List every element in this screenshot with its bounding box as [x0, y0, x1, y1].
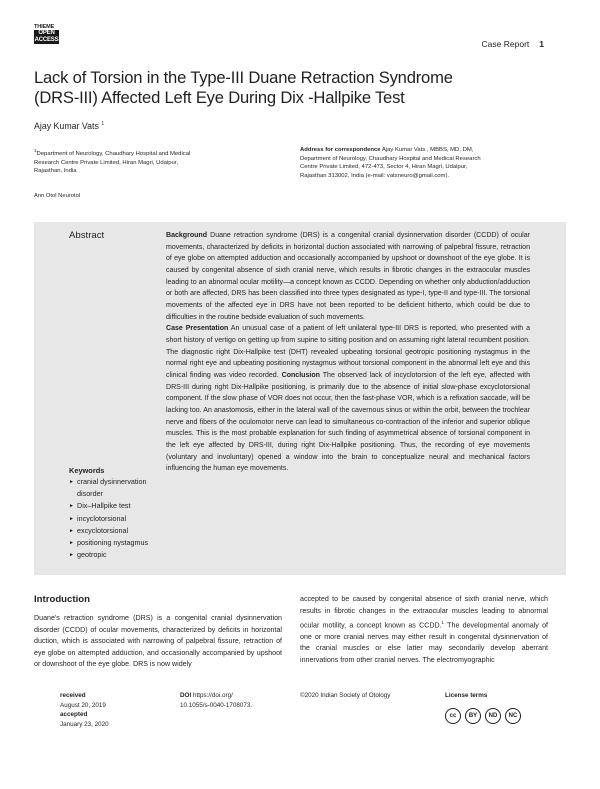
received-date: August 20, 2019 [60, 701, 106, 709]
title-line-1: Lack of Torsion in the Type-III Duane Retraction Syndrome [34, 68, 453, 87]
address-line-4: Rajasthan 313002, India (e-mail: vatsneuro@gmail.com). [300, 172, 450, 179]
footer-dates [60, 691, 109, 729]
background-text: Duane retraction syndrome (DRS) is a congenital cranial dysinnervation disorder (CCDD) of ocular movements, characterized by deficits in horizontal duction associated with narrowing of palpebral fissure, retraction of eye globe on attempted adduction and occasionally accompanied by upshoot or downshoot of the eye globe. It is caused by congenital absence of sixth cranial nerve, which results in fibrotic changes in the extraocular muscles leading to an abnormal ocular motility—a concept known as CCDD. Depending on whether only abduction/adduction or both are affected, DRS has been classified into three types designated as type-I, type-II and type-III. The torsional movements of the affected eye in DRS have not been reported to be deficient hitherto, which could be due to difficulties in the routine bedside evaluation of such movements. [166, 232, 530, 321]
article-title [34, 68, 564, 108]
abstract-heading: Abstract [69, 230, 105, 241]
cc-nd-icon: ND [485, 708, 501, 724]
footer-license [445, 691, 487, 701]
conclusion-label: Conclusion [281, 372, 320, 380]
intro-right-text-b: The developmental anomaly of one or more cranial nerves may either result in congenital dysinnervation of the cranial muscles or else latter may secondarily develop aberrant innervations from other cranial nerves. The electromyographic [300, 621, 548, 664]
introduction-left-column: Duane's retraction syndrome (DRS) is a congenital cranial dysinnervation disorder (CCDD) of ocular movements, characterized by deficits in horizontal duction, which is associated with narrowing of palpebral fissure, retraction of eye globe on attempted adduction, and occasionally accompanied by upshoot or downshoot of the eye globe. DRS is now widely [34, 614, 282, 668]
affil-line-3: Rajasthan, India [34, 168, 77, 175]
accepted-date: January 23, 2020 [60, 720, 109, 728]
page-number: 1 [539, 39, 544, 49]
affil-mark: 1 [34, 148, 37, 153]
author-affil-mark: 1 [101, 121, 105, 128]
introduction-heading: Introduction [34, 594, 90, 605]
cc-by-icon: BY [465, 708, 481, 724]
affil-line-2: Research Centre Private Limited, Hiran Magri, Udaipur, [34, 159, 179, 166]
background-label: Background [166, 232, 208, 239]
address-line-3: Centre Private Limited, 472-473, Sector 4, Hiran Magri, Udaipur, [300, 164, 468, 171]
footer-copyright: ©2020 Indian Society of Otology [300, 692, 391, 699]
logo-line-thieme: THIEME [34, 24, 55, 30]
cc-icon: cc [445, 708, 461, 724]
footer-doi [180, 691, 252, 710]
accepted-label: accepted [60, 711, 88, 719]
abstract-body [166, 230, 530, 475]
doi-link[interactable]: https://doi.org/ [191, 692, 233, 699]
address-line-1: Ajay Kumar Vats , MBBS, MD, DM, [380, 147, 474, 153]
cc-license-icons [445, 708, 521, 724]
intro-right-text-a: accepted to be caused by congenital absence of sixth cranial nerve, which results in fibrotic changes in the extraocular muscles leading to abnormal ocular motility, a concept known as CCDD. [300, 595, 548, 630]
cc-nc-icon: NC [505, 708, 521, 724]
title-line-2: (DRS-III) Affected Left Eye During Dix -Hallpike Test [34, 88, 405, 107]
conclusion-text: The observed lack of incyclotorsion of the left eye, affected with DRS-III during right Dix-Hallpike positioning, is primarily due to the absence of initial slow-phase excyclotorsional component. If the slow phase of VOR does not occur, then the fast-phase VOR, which is a refixation saccade, will be lacking too. An anastomosis, either in the lateral wall of the cavernous sinus or within the orbit, between the trochlear nerve and fibers of the oculomotor nerve can lead to simultaneous co-contraction of the inferior and superior oblique muscles. This is the most probable explanation for such finding of asymmetrical absence of torsional component in the left eye affected by DRS-III, during right Dix-Hallpike positioning. Thus, the recording of eye movements (voluntary and involuntary) opened a window into the brain to conceptualize neural and mechanical factors influencing the human eye movements. [166, 372, 530, 473]
address-label: Address for correspondence [300, 147, 381, 153]
keyword-item: ► geotropic [69, 549, 169, 561]
case-presentation-label: Case Presentation [166, 325, 229, 333]
case-presentation-text: An unusual case of a patient of left unilateral type-III DRS is reported, who presented with a short history of vertigo on getting up from supine to sitting position and on assuming right lateral recumbent position. The diagnostic right Dix-Hallpike test (DHT) revealed upbeating torsional geotropic positioning nystagmus in the normal right eye and upbeating positioning nystagmus without torsional component in the abnormal left eye and this clinical finding was video recorded. [166, 325, 530, 380]
logo-line-open: OPEN [34, 30, 59, 37]
keywords-heading: Keywords [69, 466, 105, 475]
keyword-item: ► cranial dysinnervation disorder [69, 476, 169, 500]
running-header [482, 39, 544, 49]
license-label[interactable]: License terms [445, 692, 488, 699]
correspondence-address [300, 146, 540, 180]
affil-line-1: Department of Neurology, Chaudhary Hospital and Medical [36, 150, 191, 157]
received-label: received [60, 692, 86, 699]
keyword-item: ► excyclotorsional [69, 525, 169, 537]
keyword-item: ► positioning nystagmus [69, 537, 169, 549]
author-name: Ajay Kumar Vats [34, 121, 99, 131]
article-type: Case Report [481, 39, 530, 49]
doi-label: DOI [180, 692, 192, 699]
thieme-open-access-logo [34, 24, 60, 51]
keywords-list [69, 476, 169, 561]
doi-id: 10.1055/s-0040-1708073. [180, 701, 253, 709]
reference-mark: 1 [441, 620, 445, 625]
author-line [34, 121, 104, 131]
journal-name: Ann Otol Neurotol [34, 193, 81, 199]
keyword-item: ► incyclotorsional [69, 513, 169, 525]
address-line-2: Department of Neurology, Chaudhary Hospital and Medical Research [300, 155, 481, 162]
keyword-item: ► Dix–Hallpike test [69, 500, 169, 512]
introduction-right-column [300, 594, 548, 666]
logo-line-access: ACCESS [34, 37, 59, 43]
affiliation [34, 147, 270, 176]
